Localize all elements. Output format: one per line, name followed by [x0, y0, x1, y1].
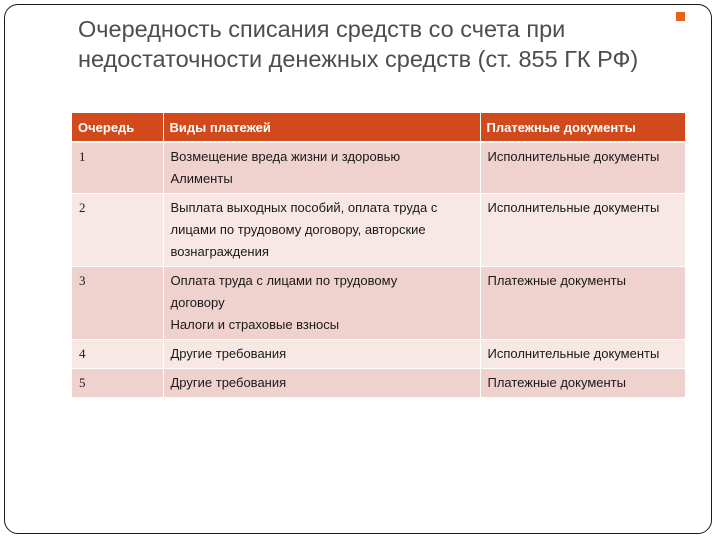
payment-priority-table — [72, 113, 685, 398]
header-queue: Очередь — [72, 113, 163, 142]
payment-type-cell — [163, 369, 480, 398]
payment-type-line: Другие требования — [170, 346, 287, 361]
table-row — [72, 267, 685, 340]
queue-number: 3 — [72, 267, 163, 340]
payment-type-line: Возмещение вреда жизни и здоровью — [170, 149, 401, 164]
slide-title: Очередность списания средств со счета при недостаточности денежных средств (ст. 855 ГК РФ) — [78, 16, 639, 72]
header-payment-types: Виды платежей — [163, 113, 480, 142]
payment-type-cell — [163, 340, 480, 369]
table-row — [72, 194, 685, 267]
payment-type-line: договору — [170, 295, 225, 310]
payment-type-line: Налоги и страховые взносы — [170, 317, 340, 332]
document-type-cell: Исполнительные документы — [480, 340, 685, 369]
queue-number: 4 — [72, 340, 163, 369]
table-row — [72, 369, 685, 398]
document-type-cell: Платежные документы — [480, 369, 685, 398]
payment-type-line: вознаграждения — [170, 244, 269, 259]
document-type-cell: Исполнительные документы — [480, 194, 685, 267]
table-row — [72, 142, 685, 194]
table-header-row — [72, 113, 685, 142]
payment-type-line: Выплата выходных пособий, оплата труда с — [170, 200, 438, 215]
queue-number: 5 — [72, 369, 163, 398]
payment-type-line: Алименты — [170, 171, 233, 186]
queue-number: 2 — [72, 194, 163, 267]
payment-type-line: лицами по трудовому договору, авторские — [170, 222, 426, 237]
document-type-cell: Платежные документы — [480, 267, 685, 340]
document-type-cell: Исполнительные документы — [480, 142, 685, 194]
header-payment-documents: Платежные документы — [480, 113, 685, 142]
payment-type-cell — [163, 267, 480, 340]
payment-type-cell — [163, 142, 480, 194]
payment-type-line: Другие требования — [170, 375, 287, 390]
payment-type-cell — [163, 194, 480, 267]
payment-type-line: Оплата труда с лицами по трудовому — [170, 273, 398, 288]
table-row — [72, 340, 685, 369]
queue-number: 1 — [72, 142, 163, 194]
